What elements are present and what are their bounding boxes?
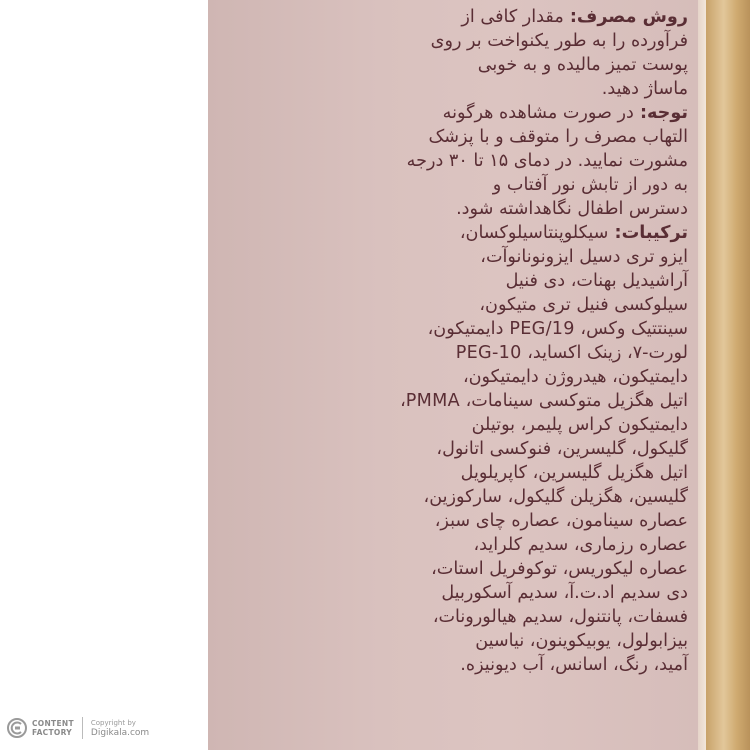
box-edge	[698, 0, 706, 750]
ingredients-line: فسفات، پانتنول، سدیم هیالورونات،	[432, 607, 688, 627]
ingredients-line: دایمتیکون کراس پلیمر، بوتیلن	[471, 415, 688, 435]
ingredients-line: سینتتیک وکس، PEG/19 دایمتیکون،	[427, 319, 688, 339]
usage-line: روش مصرف: مقدار کافی از	[461, 7, 688, 27]
ingredients-line: دایمتیکون، هیدروژن دایمتیکون،	[462, 367, 688, 387]
watermark-copyright: Copyright by Digikala.com	[90, 719, 150, 738]
ingredients-line: اتیل هگزیل گلیسرین، کاپریلویل	[460, 463, 688, 483]
ingredients-label: ترکیبات:	[608, 223, 688, 243]
usage-line: فرآورده را به طور یکنواخت بر روی	[430, 31, 688, 51]
ingredients-line: گلیسین، هگزیلن گلیکول، سارکوزین،	[423, 487, 688, 507]
ingredients-line: دی سدیم اد.ت.آ، سدیم آسکوربیل	[441, 583, 688, 603]
note-line: به دور از تابش نور آفتاب و	[492, 175, 688, 195]
usage-line: ماساژ دهید.	[601, 79, 688, 99]
ingredients-line: لورت-۷، زینک اکساید، PEG-10	[455, 343, 688, 363]
note-label: توجه:	[633, 103, 688, 123]
ingredients-line: عصاره لیکوریس، توکوفریل استات،	[431, 559, 688, 579]
ingredients-line: اتیل هگزیل متوکسی سینامات، PMMA،	[400, 391, 688, 411]
background	[0, 0, 208, 750]
note-line: التهاب مصرف را متوقف و با پزشک	[428, 127, 688, 147]
usage-label: روش مصرف:	[563, 7, 688, 27]
ingredients-line: ایزو تری دسیل ایزونونانوآت،	[480, 247, 688, 267]
ingredients-line: آمید، رنگ، اسانس، آب دیونیزه.	[460, 655, 688, 675]
ingredients-line: عصاره رزماری، سدیم کلراید،	[473, 535, 688, 555]
ingredients-line: سیلوکسی فنیل تری متیکون،	[479, 295, 688, 315]
watermark	[6, 712, 206, 744]
watermark-divider	[82, 717, 83, 739]
note-line: مشورت نمایید. در دمای ۱۵ تا ۳۰ درجه	[406, 151, 688, 171]
note-line: دسترس اطفال نگاهداشته شود.	[456, 199, 688, 219]
ingredients-line: بیزابولول، یوبیکوینون، نیاسین	[475, 631, 688, 651]
content-factory-logo-icon	[6, 717, 28, 739]
ingredients-line: عصاره سینامون، عصاره چای سبز،	[434, 511, 688, 531]
box-gold-edge	[706, 0, 750, 750]
ingredients-line: ترکیبات: سیکلوپنتاسیلوکسان،	[459, 223, 688, 243]
product-label-text	[248, 5, 688, 677]
usage-line: پوست تمیز مالیده و به خوبی	[477, 55, 688, 75]
ingredients-line: آراشیدیل بهنات، دی فنیل	[505, 271, 688, 291]
note-line: توجه: در صورت مشاهده هرگونه	[442, 103, 688, 123]
watermark-brand: CONTENT FACTORY	[32, 719, 74, 737]
ingredients-line: گلیکول، گلیسرین، فنوکسی اتانول،	[436, 439, 688, 459]
